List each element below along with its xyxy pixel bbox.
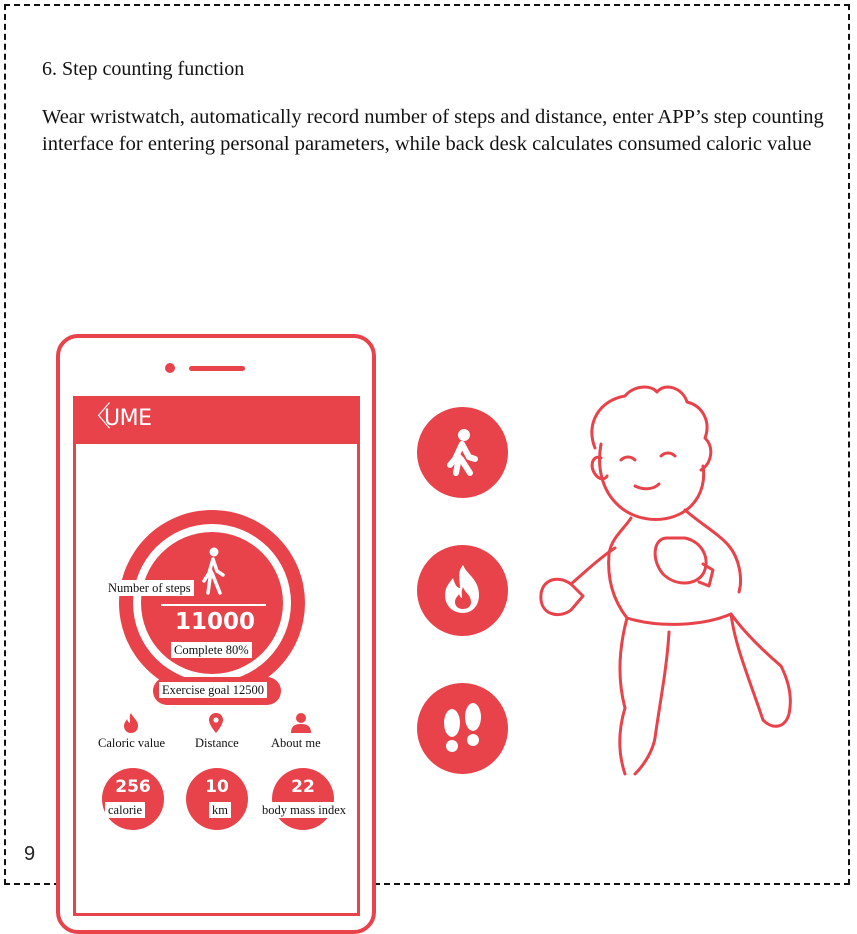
metric-unit-bmi: body mass index [259,802,349,818]
page-number: 9 [24,843,36,865]
steps-label: Number of steps [105,580,194,596]
metric-unit-distance: km [209,802,231,818]
walking-feature-bubble [417,407,508,498]
metric-bubble-bmi[interactable]: 22 [272,768,334,830]
metric-unit-calories: calorie [105,802,145,818]
flame-icon [417,545,508,636]
app-title: UME [104,406,152,431]
running-boy-illustration [535,378,797,778]
complete-label: Complete 80% [171,642,252,658]
phone-speaker [189,366,245,371]
steps-value: 11000 [174,609,256,635]
app-header [73,396,360,444]
location-pin-icon [208,712,224,734]
person-icon [290,712,312,734]
metric-label-calories: Caloric value [95,735,168,751]
footprints-icon [417,683,508,774]
steps-divider [161,604,266,606]
metric-bubble-distance[interactable]: 10 [186,768,248,830]
goal-label: Exercise goal 12500 [159,682,267,698]
steps-ring [119,510,305,696]
metric-label-distance: Distance [192,735,242,751]
flame-icon [121,712,141,734]
section-paragraph: Wear wristwatch, automatically record number of steps and distance, enter APP’s step counting interface for entering personal parameters, while back desk calculates consumed caloric value [42,106,824,155]
metric-label-about-me: About me [268,735,324,751]
footprints-feature-bubble [417,683,508,774]
flame-feature-bubble [417,545,508,636]
phone-camera [165,363,175,373]
walking-person-icon [200,547,228,595]
back-chevron-icon[interactable]: 〈 [83,400,112,433]
section-heading: 6. Step counting function [42,58,245,80]
walking-person-icon [417,407,508,498]
metric-bubble-calories[interactable]: 256 [102,768,164,830]
